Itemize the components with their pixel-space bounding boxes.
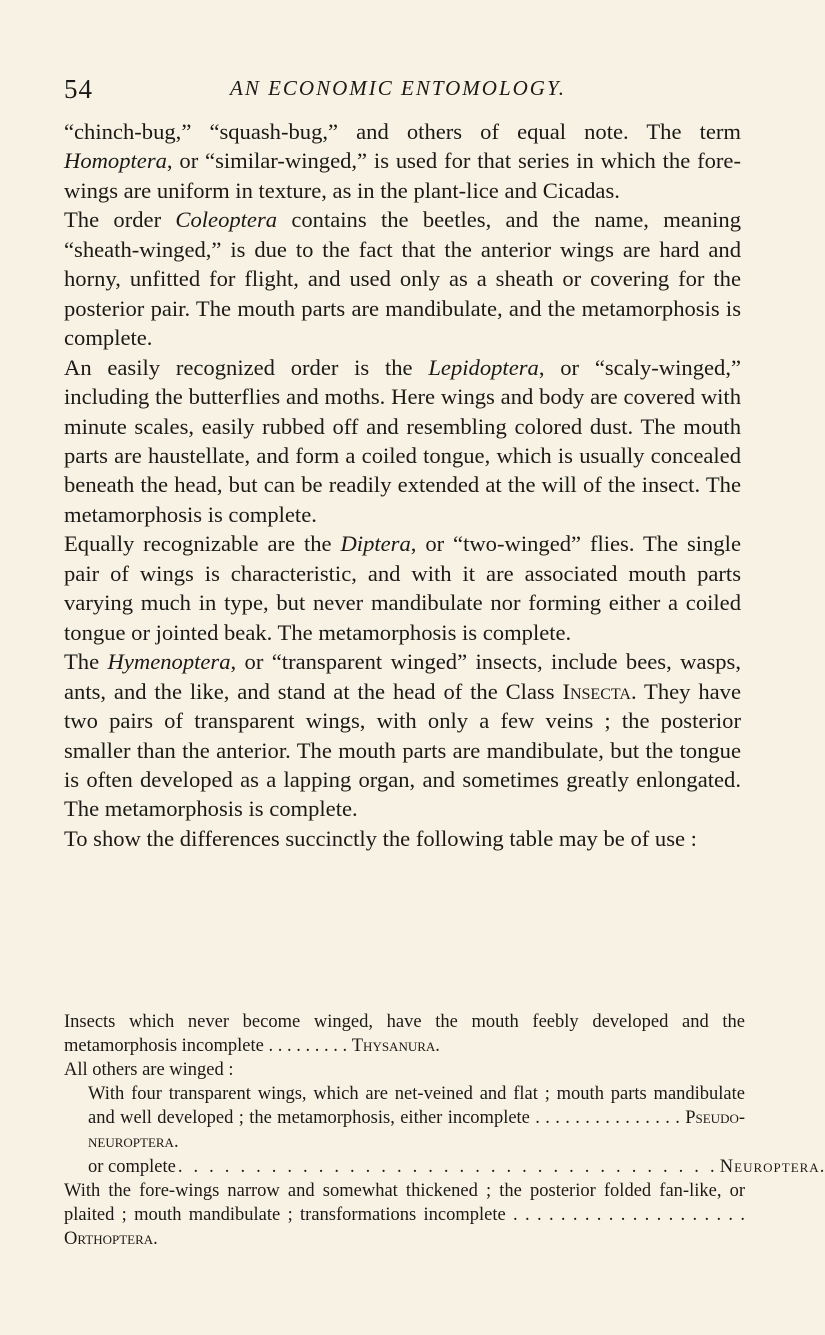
page-header (64, 74, 740, 110)
classification-table (64, 1010, 825, 1251)
running-title: AN ECONOMIC ENTOMOLOGY. (230, 76, 566, 100)
term-homoptera: Homoptera (64, 148, 167, 174)
page-number: 54 (64, 74, 93, 104)
body-text (64, 117, 741, 853)
term-diptera: Diptera (340, 531, 411, 557)
term-lepidoptera: Lepidoptera (428, 354, 539, 380)
order-orthoptera: Orthoptera. (64, 1228, 158, 1249)
table-entry-neuroptera: or complete . . . . . . . . . . . . . . . . . . . . . . . . . . . . . . . . . . . Neuroptera. (64, 1155, 745, 1179)
paragraph-homoptera: “chinch-bug,” “squash-bug,” and others of equal note. The term Homoptera, or “similar-winged,” is used for that series in which the fore-wings are uniform in texture, as in the plant-lice and Cicadas. (64, 119, 741, 203)
term-hymenoptera: Hymenoptera (107, 649, 231, 675)
order-thysanura: Thysanura. (351, 1036, 440, 1057)
table-entry-pseudo-neuroptera: With four transparent wings, which are net-veined and flat ; mouth parts mandibulate and well developed ; the metamorphosis, either incomplete . . . . . . . . . . . . . . . Pseudo-neuroptera. (88, 1084, 746, 1153)
order-neuroptera: Neuroptera. (719, 1156, 825, 1177)
paragraph-diptera: Equally recognizable are the Diptera, or “two-winged” flies. The single pair of wings is characteristic, and with it are associated mouth parts varying much in type, but never mandibulate nor forming either a coiled tongue or jointed beak. The metamorphosis is complete. (64, 531, 741, 645)
table-entry-winged: All others are winged : (64, 1060, 234, 1081)
order-pseudo-neuroptera: Pseudo-neuroptera. (88, 1108, 746, 1153)
leader-dots: . . . . . . . . . (268, 1036, 352, 1057)
term-insecta: Insecta (562, 678, 631, 704)
leader-dots: . . . . . . . . . . . . . . . . . . . . . . . . . . . . . . . . . . . (177, 1156, 718, 1177)
paragraph-hymenoptera: The Hymenoptera, or “transparent winged” insects, include bees, wasps, ants, and the like, and stand at the head of the Class Insecta. They have two pairs of transparent wings, with only a few veins ; the posterior smaller than the anterior. The mouth parts are mandibulate, but the tongue is often developed as a lapping organ, and sometimes greatly enlongated. The metamorphosis is complete. (64, 649, 741, 822)
paragraph-lepidoptera: An easily recognized order is the Lepidoptera, or “scaly-winged,” including the butterflies and moths. Here wings and body are covered with minute scales, easily rubbed off and resembling colored dust. The mouth parts are haustellate, and form a coiled tongue, which is usually concealed beneath the head, but can be readily extended at the will of the insect. The metamorphosis is complete. (64, 354, 741, 527)
table-entry-orthoptera: With the fore-wings narrow and somewhat thickened ; the posterior folded fan-like, or plaited ; mouth mandibulate ; transformations incomplete . . . . . . . . . . . . . . . . . . . . Orthoptera. (64, 1180, 746, 1249)
term-coleoptera: Coleoptera (175, 207, 278, 233)
leader-dots: . . . . . . . . . . . . . . . (535, 1108, 686, 1129)
paragraph-table-intro: To show the differences succinctly the following table may be of use : (64, 825, 697, 851)
table-entry-thysanura: Insects which never become winged, have the mouth feebly developed and the metamorphosis incomplete . . . . . . . . . Thysanura. (64, 1012, 745, 1057)
leader-dots: . . . . . . . . . . . . . . . . . . . . (513, 1204, 746, 1225)
paragraph-coleoptera: The order Coleoptera contains the beetles, and the name, meaning “sheath-winged,” is due to the fact that the anterior wings are hard and horny, unfitted for flight, and used only as a sheath or covering for the posterior pair. The mouth parts are mandibulate, and the metamorphosis is complete. (64, 207, 741, 351)
